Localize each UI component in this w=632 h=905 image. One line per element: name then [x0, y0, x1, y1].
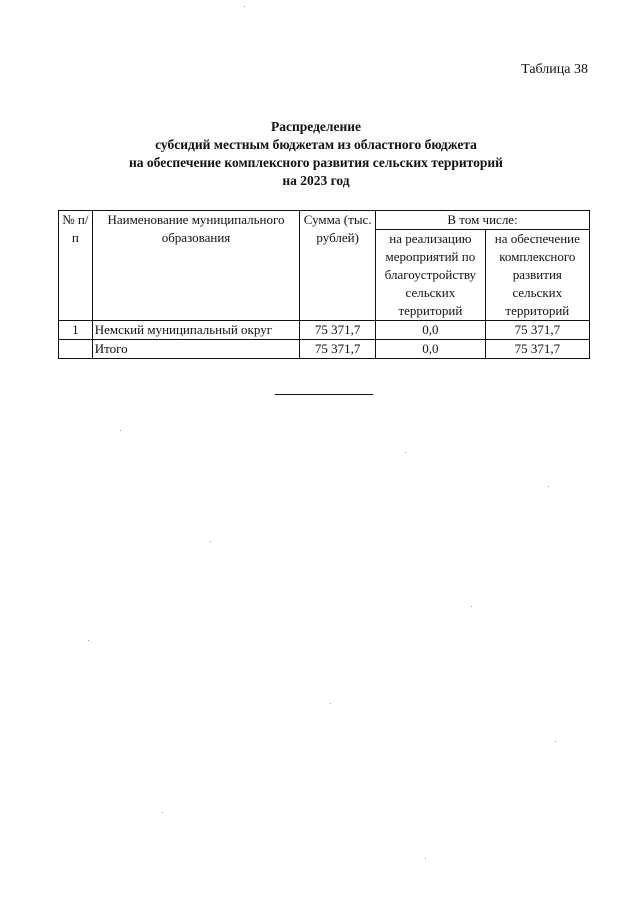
scan-speck [330, 703, 331, 704]
title-line-2: субсидий местным бюджетам из областного бюджета [155, 137, 477, 152]
scan-speck [244, 6, 245, 7]
table-number-label: Таблица 38 [521, 62, 588, 77]
scan-speck [120, 430, 121, 431]
table-total-row [59, 340, 590, 359]
row-landscaping-value: 0,0 [376, 321, 486, 340]
header-integrated-development: на обеспечение комплексного развития сельских территорий [485, 230, 589, 321]
total-number [59, 340, 93, 359]
scan-speck [471, 606, 472, 607]
total-sum: 75 371,7 [300, 340, 376, 359]
header-including: В том числе: [376, 211, 590, 230]
scan-speck [405, 452, 406, 453]
total-landscaping-value: 0,0 [376, 340, 486, 359]
scan-speck [162, 812, 163, 813]
table-row [59, 321, 590, 340]
title-line-4: на 2023 год [282, 173, 350, 188]
total-integrated-development-value: 75 371,7 [485, 340, 589, 359]
scan-speck [555, 741, 556, 742]
header-number: № п/п [59, 211, 93, 321]
scan-speck [548, 486, 549, 487]
title-line-3: на обеспечение комплексного развития сельских территорий [129, 155, 503, 170]
scan-speck [88, 640, 89, 641]
document-title [0, 118, 632, 190]
header-landscaping: на реализацию мероприятий по благоустройству сельских территорий [376, 230, 486, 321]
total-label: Итого [92, 340, 300, 359]
title-line-1: Распределение [270, 119, 362, 134]
table-header-row [59, 211, 590, 230]
row-number: 1 [59, 321, 93, 340]
closing-divider [275, 394, 373, 395]
subsidy-distribution-table [58, 210, 590, 359]
row-municipality-name: Немский муниципальный округ [92, 321, 300, 340]
scan-speck [425, 858, 426, 859]
scan-speck [210, 541, 211, 542]
row-integrated-development-value: 75 371,7 [485, 321, 589, 340]
header-municipality-name: Наименование муниципального образования [92, 211, 300, 321]
row-sum: 75 371,7 [300, 321, 376, 340]
header-sum: Сумма (тыс. рублей) [300, 211, 376, 321]
